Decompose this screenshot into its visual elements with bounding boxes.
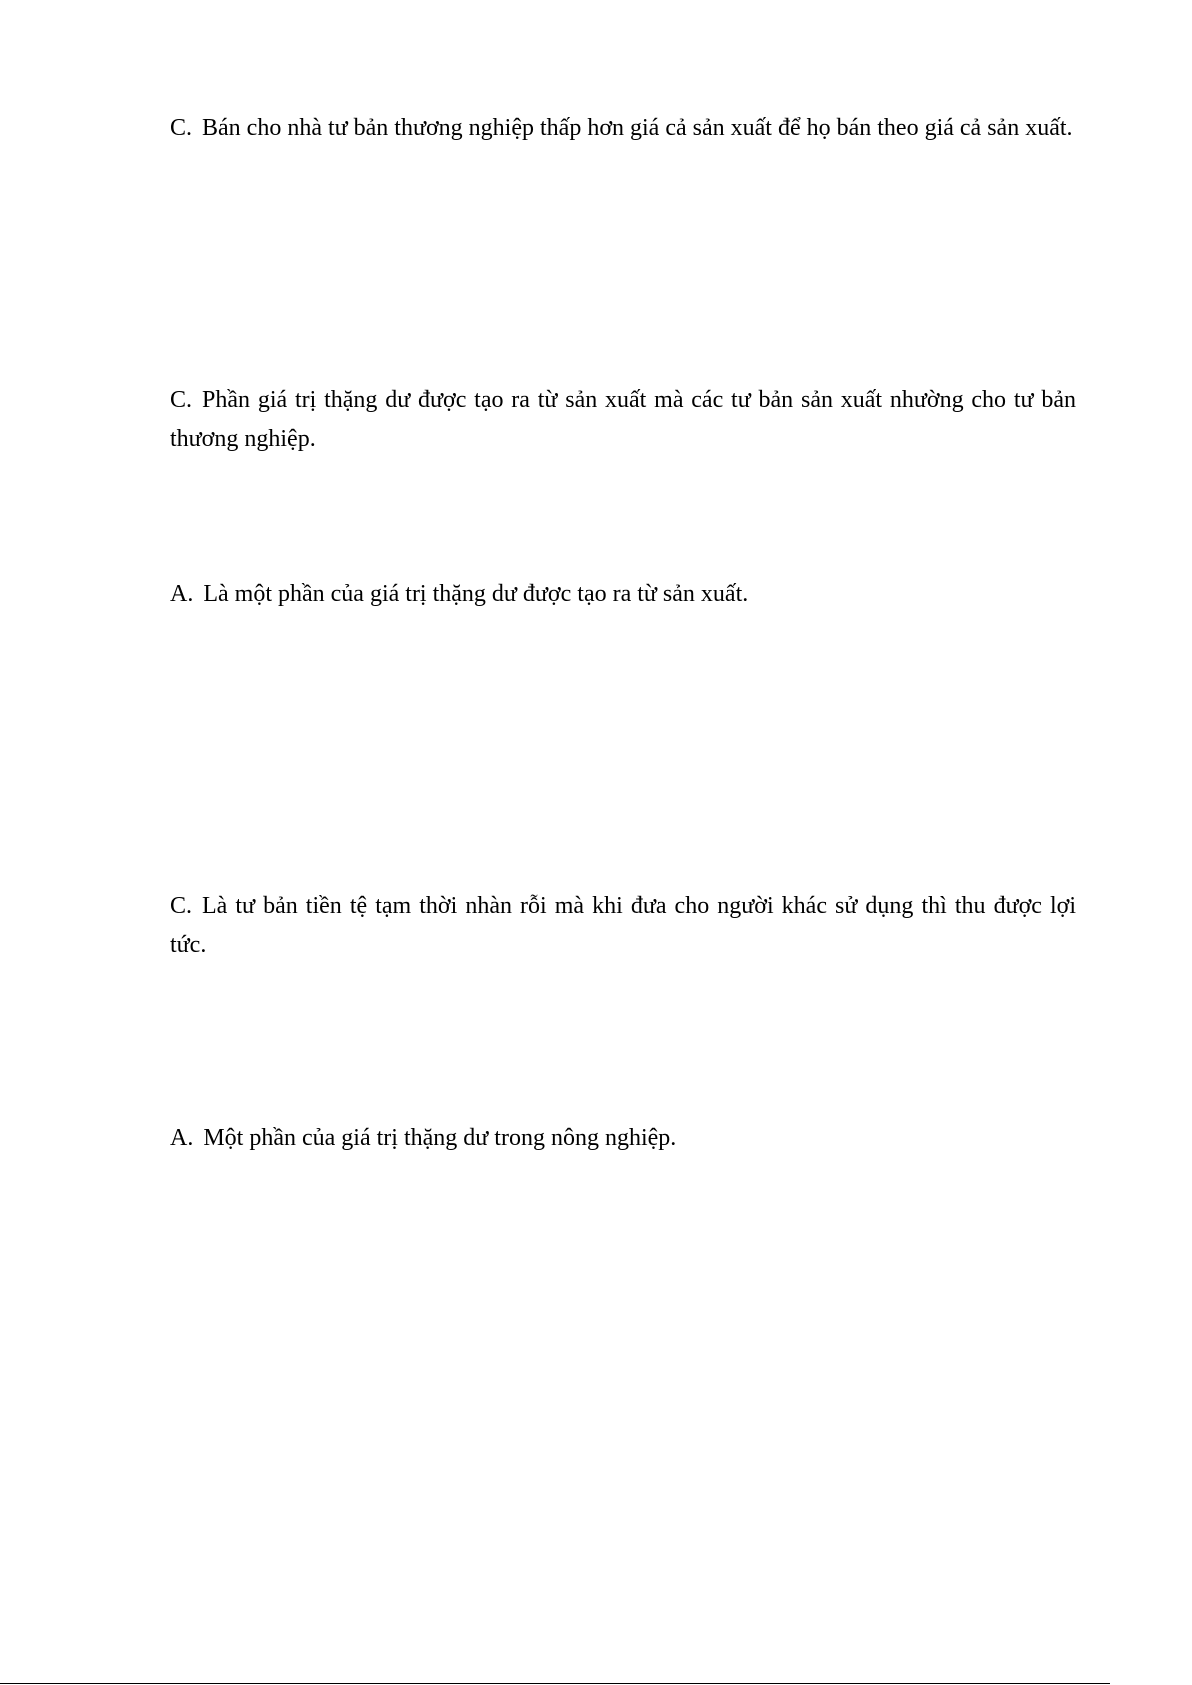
option-letter: C. [170, 115, 193, 141]
answer-option [170, 887, 1076, 965]
answer-option [170, 109, 1076, 148]
answer-option [170, 575, 1076, 614]
option-letter: C. [170, 893, 193, 919]
option-letter: A. [170, 581, 194, 607]
option-text: Bán cho nhà tư bản thương nghiệp thấp hơn giá cả sản xuất để họ bán theo giá cả sản xuất. [202, 115, 1073, 141]
option-letter: C. [170, 387, 193, 413]
option-text: Là một phần của giá trị thặng dư được tạo ra từ sản xuất. [203, 581, 749, 607]
option-letter: A. [170, 1125, 194, 1151]
answer-option [170, 381, 1076, 459]
option-text: Phần giá trị thặng dư được tạo ra từ sản xuất mà các tư bản sản xuất nhường cho tư bản thương nghiệp. [170, 387, 1076, 452]
option-text: Một phần của giá trị thặng dư trong nông nghiệp. [203, 1125, 677, 1151]
option-text: Là tư bản tiền tệ tạm thời nhàn rỗi mà khi đưa cho người khác sử dụng thì thu được lợi tức. [170, 893, 1076, 958]
footer-divider [0, 1683, 1110, 1684]
answer-option [170, 1119, 1076, 1158]
